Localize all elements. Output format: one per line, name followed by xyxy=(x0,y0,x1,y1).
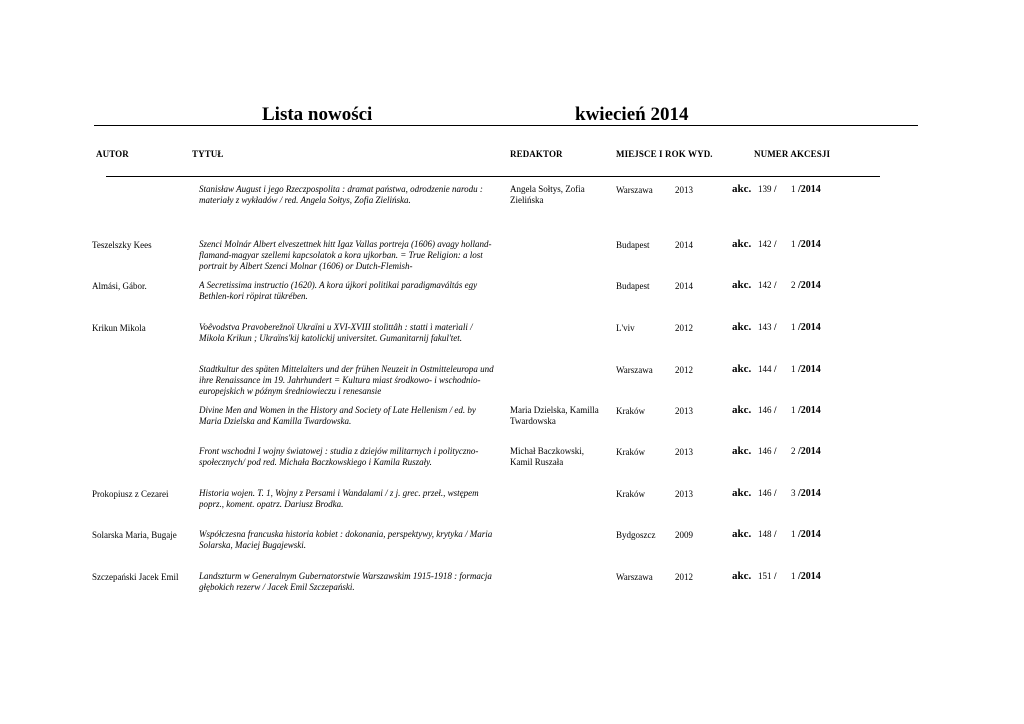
row-accession-number: 144 xyxy=(758,364,772,374)
row-author: Krikun Mikola xyxy=(92,323,146,333)
page-title: Lista nowości xyxy=(262,104,373,125)
row-accession-number: 151 xyxy=(758,571,772,581)
table-row xyxy=(0,280,1024,320)
table-row xyxy=(0,571,1024,611)
row-accession-volume: 3 xyxy=(791,488,796,498)
row-accession-number: 146 xyxy=(758,446,772,456)
row-akc-label: akc. xyxy=(732,570,752,582)
row-separator: / xyxy=(774,184,777,194)
row-accession-year: /2014 xyxy=(798,184,821,195)
row-year-published: 2013 xyxy=(675,489,693,499)
row-place: Budapest xyxy=(616,281,650,291)
row-akc-label: akc. xyxy=(732,238,752,250)
row-author: Solarska Maria, Bugaje xyxy=(92,530,177,540)
table-row xyxy=(0,184,1024,224)
row-year-published: 2013 xyxy=(675,447,693,457)
row-title: Historia wojen. T. 1, Wojny z Persami i Wandalami / z j. grec. przeł., wstępem poprz., koment. opatrz. Dariusz Brodka. xyxy=(199,488,479,509)
row-title: Współczesna francuska historia kobiet : dokonania, perspektywy, krytyka / Maria Solarska, Maciej Bugajewski. xyxy=(199,529,493,550)
header-divider xyxy=(106,176,880,177)
row-accession-year: /2014 xyxy=(798,529,821,540)
row-accession-volume: 1 xyxy=(791,239,796,249)
row-title: Stadtkultur des späten Mittelalters und der frühen Neuzeit in Ostmitteleuropa und ihre Renaissance im 19. Jahrhundert = Kultura miast środkowo- i wschodnio-europejskich w późnym średniowieczu i renesansie xyxy=(199,364,494,396)
table-row xyxy=(0,364,1024,404)
row-author: Almási, Gábor. xyxy=(92,281,147,291)
table-row xyxy=(0,446,1024,486)
row-separator: / xyxy=(774,488,777,498)
column-header-numer: NUMER AKCESJI xyxy=(754,149,831,159)
row-accession-number: 148 xyxy=(758,529,772,539)
row-title: Front wschodni I wojny światowej : studia z dziejów militarnych i polityczno-społecznych/ pod red. Michała Baczkowskiego i Kamila Ruszały. xyxy=(199,446,479,467)
row-separator: / xyxy=(774,364,777,374)
row-accession-year: /2014 xyxy=(798,571,821,582)
row-accession-year: /2014 xyxy=(798,405,821,416)
row-year-published: 2009 xyxy=(675,530,693,540)
row-year-published: 2014 xyxy=(675,240,693,250)
row-place: L'viv xyxy=(616,323,635,333)
column-header-redaktor: REDAKTOR xyxy=(510,149,563,159)
row-year-published: 2012 xyxy=(675,323,693,333)
row-accession-number: 143 xyxy=(758,322,772,332)
row-year-published: 2012 xyxy=(675,365,693,375)
row-separator: / xyxy=(774,571,777,581)
row-accession-year: /2014 xyxy=(798,364,821,375)
row-akc-label: akc. xyxy=(732,528,752,540)
row-title: Stanisław August i jego Rzeczpospolita : dramat państwa, odrodzenie narodu : materiały z wykładów / red. Angela Sołtys, Zofia Zielińska. xyxy=(199,184,483,205)
row-place: Warszawa xyxy=(616,365,653,375)
row-accession-number: 142 xyxy=(758,280,772,290)
row-separator: / xyxy=(774,280,777,290)
row-editor: Maria Dzielska, Kamilla Twardowska xyxy=(510,405,599,426)
table-row xyxy=(0,488,1024,528)
table-row xyxy=(0,239,1024,279)
row-accession-year: /2014 xyxy=(798,239,821,250)
column-header-miejsce: MIEJSCE I ROK WYD. xyxy=(616,149,713,159)
row-accession-volume: 2 xyxy=(791,446,796,456)
row-separator: / xyxy=(774,239,777,249)
row-place: Kraków xyxy=(616,489,645,499)
row-akc-label: akc. xyxy=(732,183,752,195)
row-year-published: 2014 xyxy=(675,281,693,291)
row-place: Kraków xyxy=(616,447,645,457)
title-divider xyxy=(94,125,918,126)
row-akc-label: akc. xyxy=(732,279,752,291)
row-author: Szczepański Jacek Emil xyxy=(92,572,179,582)
row-accession-year: /2014 xyxy=(798,488,821,499)
row-place: Warszawa xyxy=(616,572,653,582)
row-title: Divine Men and Women in the History and Society of Late Hellenism / ed. by Maria Dzielska and Kamilla Twardowska. xyxy=(199,405,476,426)
row-accession-number: 142 xyxy=(758,239,772,249)
column-header-tytul: TYTUŁ xyxy=(192,149,224,159)
row-separator: / xyxy=(774,322,777,332)
row-accession-number: 139 xyxy=(758,184,772,194)
row-editor: Michał Baczkowski, Kamil Ruszała xyxy=(510,446,584,467)
row-accession-volume: 2 xyxy=(791,280,796,290)
row-place: Warszawa xyxy=(616,185,653,195)
row-accession-volume: 1 xyxy=(791,571,796,581)
row-title: A Secretissima instructio (1620). A kora újkori politikai paradigmaváltás egy Bethlen-kori röpirat tükrében. xyxy=(199,280,478,301)
row-place: Budapest xyxy=(616,240,650,250)
row-year-published: 2012 xyxy=(675,572,693,582)
row-separator: / xyxy=(774,446,777,456)
row-akc-label: akc. xyxy=(732,404,752,416)
row-place: Bydgoszcz xyxy=(616,530,656,540)
row-author: Prokopiusz z Cezarei xyxy=(92,489,169,499)
row-accession-year: /2014 xyxy=(798,280,821,291)
period-title: kwiecień 2014 xyxy=(575,104,689,125)
table-row xyxy=(0,322,1024,362)
row-accession-year: /2014 xyxy=(798,322,821,333)
row-year-published: 2013 xyxy=(675,185,693,195)
row-title: Landszturm w Generalnym Gubernatorstwie Warszawskim 1915-1918 : formacja głębokich rezerw / Jacek Emil Szczepański. xyxy=(199,571,492,592)
row-editor: Angela Sołtys, Zofia Zielińska xyxy=(510,184,585,205)
row-accession-number: 146 xyxy=(758,405,772,415)
row-year-published: 2013 xyxy=(675,406,693,416)
row-akc-label: akc. xyxy=(732,363,752,375)
table-row xyxy=(0,405,1024,445)
row-separator: / xyxy=(774,405,777,415)
table-row xyxy=(0,529,1024,569)
row-accession-number: 146 xyxy=(758,488,772,498)
row-author: Teszelszky Kees xyxy=(92,240,152,250)
row-accession-volume: 1 xyxy=(791,184,796,194)
row-accession-volume: 1 xyxy=(791,364,796,374)
row-title: Voêvodstva Pravoberežnoï Ukraïni u XVI-XVIII stolìttâh : statti ì materìali / Mikola Krikun ; Ukraïns'kij katolickij universitet. Gumanìtarnij fakul'tet. xyxy=(199,322,473,343)
row-accession-volume: 1 xyxy=(791,322,796,332)
row-accession-year: /2014 xyxy=(798,446,821,457)
row-separator: / xyxy=(774,529,777,539)
row-akc-label: akc. xyxy=(732,487,752,499)
row-place: Kraków xyxy=(616,406,645,416)
row-accession-volume: 1 xyxy=(791,529,796,539)
row-akc-label: akc. xyxy=(732,321,752,333)
column-header-autor: AUTOR xyxy=(96,149,129,159)
row-accession-volume: 1 xyxy=(791,405,796,415)
row-akc-label: akc. xyxy=(732,445,752,457)
row-title: Szenci Molnár Albert elveszettnek hitt Igaz Vallas portreja (1606) avagy holland-flamand-magyar szellemi kapcsolatok a kora ujkorban. = True Religion: a lost portrait by Albert Szenci Molnar (1606) or Dutch-Flemish- xyxy=(199,239,492,271)
